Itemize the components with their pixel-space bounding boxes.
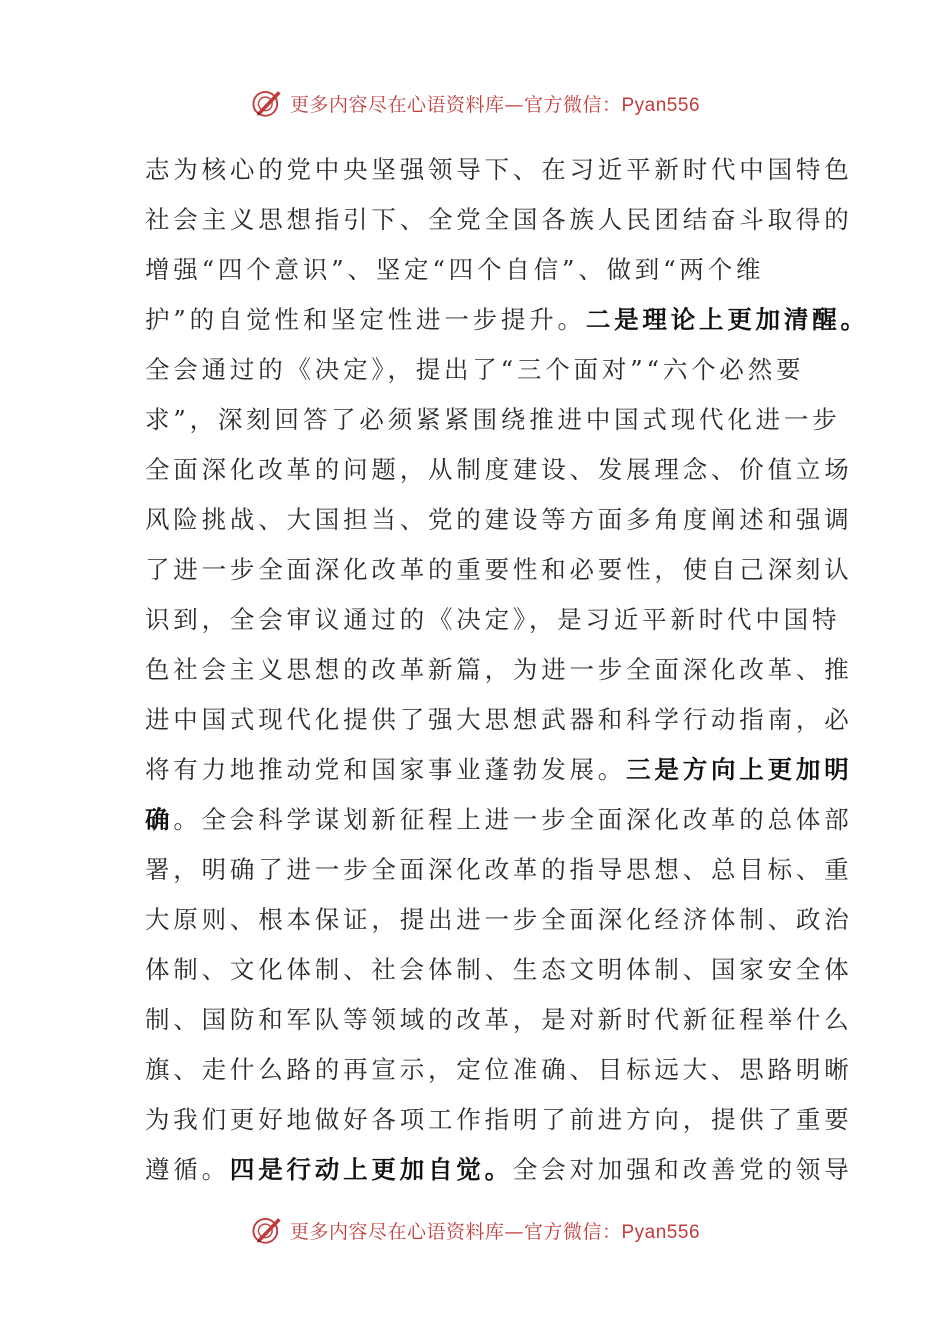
footer-wechat-id: Pyan556 bbox=[621, 1221, 701, 1243]
header-banner-text bbox=[290, 90, 700, 117]
header-banner bbox=[0, 83, 950, 123]
text-segment: 制、国防和军队等领域的改革，是对新时代新征程举什么 bbox=[145, 1005, 853, 1034]
text-line bbox=[145, 845, 853, 895]
text-segment: 了进一步全面深化改革的重要性和必要性，使自己深刻认 bbox=[145, 555, 853, 584]
header-wechat-id: Pyan556 bbox=[621, 94, 701, 116]
bold-heading-segment: 二是理论上更加清醒。 bbox=[585, 305, 869, 334]
text-line bbox=[145, 445, 853, 495]
text-segment: 为我们更好地做好各项工作指明了前进方向，提供了重要 bbox=[145, 1105, 853, 1134]
document-body bbox=[145, 145, 869, 1195]
text-segment: 体制、文化体制、社会体制、生态文明体制、国家安全体 bbox=[145, 955, 853, 984]
text-segment: 识到，全会审议通过的《决定》，是习近平新时代中国特 bbox=[145, 605, 841, 634]
text-segment: 增强“四个意识”、坚定“四个自信”、做到“两个维 bbox=[145, 255, 765, 284]
bold-heading-segment: 四是行动上更加自觉。 bbox=[229, 1155, 513, 1184]
text-line bbox=[145, 695, 853, 745]
header-banner-label: 更多内容尽在心语资料库—官方微信： bbox=[289, 93, 622, 116]
text-segment: 风险挑战、大国担当、党的建设等方面多角度阐述和强调 bbox=[145, 505, 853, 534]
pen-logo-icon bbox=[250, 86, 284, 120]
text-segment: 。全会科学谋划新征程上进一步全面深化改革的总体部 bbox=[173, 805, 853, 834]
text-segment: 志为核心的党中央坚强领导下、在习近平新时代中国特色 bbox=[145, 155, 853, 184]
footer-banner bbox=[0, 1210, 950, 1250]
text-line bbox=[145, 395, 841, 445]
text-segment: 社会主义思想指引下、全党全国各族人民团结奋斗取得的 bbox=[145, 205, 853, 234]
text-segment: 护”的自觉性和坚定性进一步提升。 bbox=[145, 305, 586, 334]
text-segment: 大原则、根本保证，提出进一步全面深化经济体制、政治 bbox=[145, 905, 853, 934]
text-line bbox=[145, 245, 815, 295]
text-line bbox=[145, 1045, 853, 1095]
text-segment: 全会对加强和改善党的领导 bbox=[512, 1155, 853, 1184]
text-line bbox=[145, 995, 853, 1045]
text-line bbox=[145, 145, 853, 195]
text-line bbox=[145, 195, 853, 245]
bold-heading-segment: 三是方向上更加明 bbox=[626, 755, 853, 784]
text-line bbox=[145, 495, 853, 545]
pen-logo-icon bbox=[250, 1213, 284, 1247]
text-line bbox=[145, 345, 815, 395]
text-segment: 色社会主义思想的改革新篇，为进一步全面深化改革、推 bbox=[145, 655, 853, 684]
footer-banner-label: 更多内容尽在心语资料库—官方微信： bbox=[289, 1220, 622, 1243]
text-segment: 进中国式现代化提供了强大思想武器和科学行动指南，必 bbox=[145, 705, 853, 734]
text-segment: 署，明确了进一步全面深化改革的指导思想、总目标、重 bbox=[145, 855, 853, 884]
bold-heading-segment: 确 bbox=[145, 805, 174, 834]
text-line bbox=[145, 895, 853, 945]
text-line bbox=[145, 645, 853, 695]
text-segment: 全面深化改革的问题，从制度建设、发展理念、价值立场 bbox=[145, 455, 853, 484]
text-line bbox=[145, 595, 841, 645]
text-segment: 将有力地推动党和国家事业蓬勃发展。 bbox=[145, 755, 627, 784]
text-line bbox=[145, 1095, 853, 1145]
text-segment: 旗、走什么路的再宣示，定位准确、目标远大、思路明晰 bbox=[145, 1055, 853, 1084]
text-line bbox=[145, 1145, 853, 1195]
text-segment: 全会通过的《决定》，提出了“三个面对”“六个必然要 bbox=[145, 355, 805, 384]
text-line bbox=[145, 795, 853, 845]
text-line bbox=[145, 945, 853, 995]
text-segment: 求”，深刻回答了必须紧紧围绕推进中国式现代化进一步 bbox=[145, 405, 841, 434]
text-line bbox=[145, 545, 853, 595]
text-segment: 遵循。 bbox=[145, 1155, 230, 1184]
footer-banner-text bbox=[290, 1217, 700, 1244]
text-line bbox=[145, 745, 853, 795]
text-line bbox=[145, 295, 869, 345]
